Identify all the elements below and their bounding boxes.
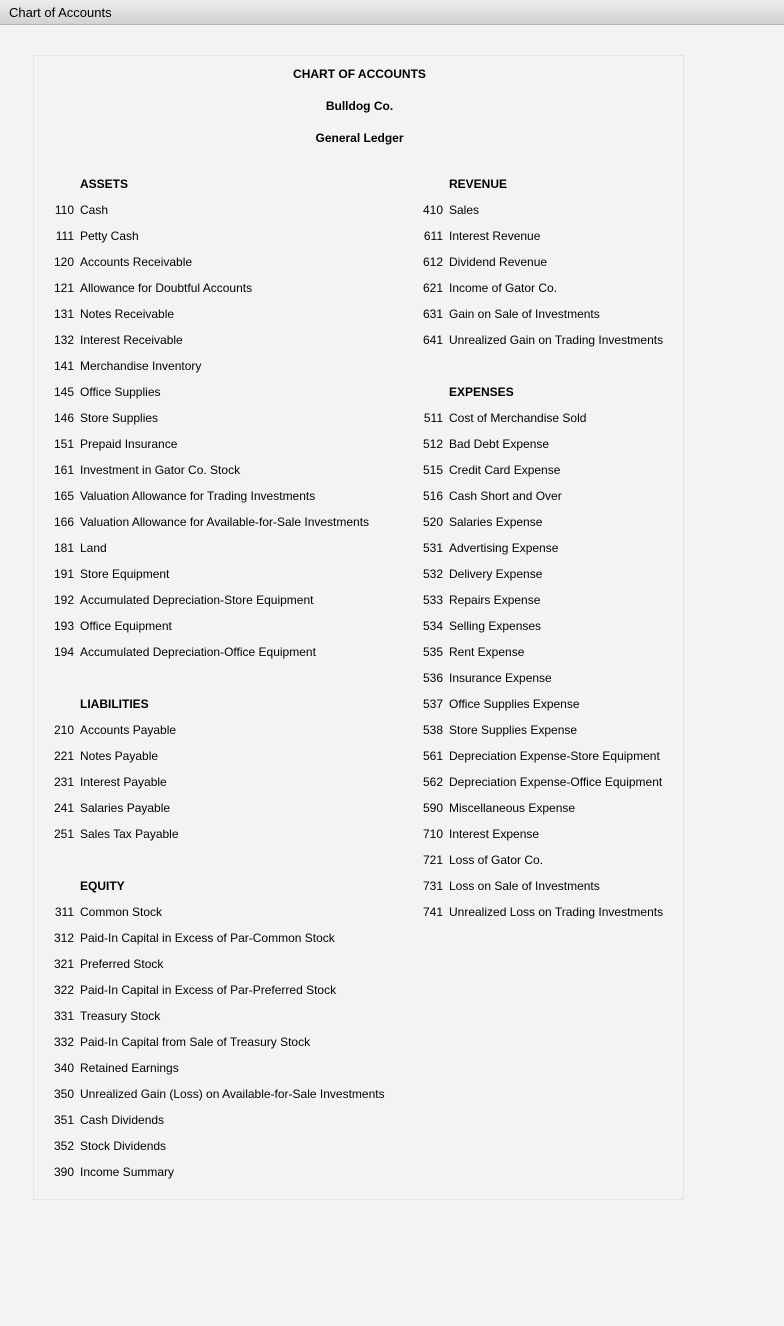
account-number: 331	[54, 1009, 75, 1023]
account-number: 641	[423, 333, 444, 347]
account-row	[423, 800, 743, 826]
account-number: 241	[54, 801, 75, 815]
section-assets	[54, 176, 374, 670]
account-name: Interest Expense	[449, 827, 540, 841]
account-name: Income Summary	[80, 1165, 175, 1179]
account-row	[423, 332, 743, 358]
account-name: Paid-In Capital in Excess of Par-Common Stock	[80, 931, 335, 945]
account-row	[54, 800, 374, 826]
account-row	[54, 1060, 374, 1086]
account-name: Depreciation Expense-Store Equipment	[449, 749, 660, 763]
account-number: 612	[423, 255, 444, 269]
account-row	[54, 436, 374, 462]
account-name: Store Equipment	[80, 567, 170, 581]
account-row	[423, 878, 743, 904]
account-number: 536	[423, 671, 444, 685]
account-name: Interest Receivable	[80, 333, 183, 347]
right-column	[423, 176, 743, 956]
account-number: 538	[423, 723, 444, 737]
account-name: Loss of Gator Co.	[449, 853, 544, 867]
account-name: Accounts Payable	[80, 723, 177, 737]
account-row	[54, 514, 374, 540]
account-row	[54, 566, 374, 592]
account-number: 332	[54, 1035, 75, 1049]
section-heading: ASSETS	[80, 177, 129, 191]
account-name: Office Equipment	[80, 619, 172, 633]
account-name: Cash	[80, 203, 109, 217]
account-number: 520	[423, 515, 444, 529]
account-name: Bad Debt Expense	[449, 437, 550, 451]
account-name: Miscellaneous Expense	[449, 801, 576, 815]
account-row	[423, 722, 743, 748]
account-number: 166	[54, 515, 75, 529]
account-name: Cash Short and Over	[449, 489, 562, 503]
account-row	[54, 202, 374, 228]
window-titlebar	[0, 0, 784, 25]
account-number: 533	[423, 593, 444, 607]
account-row	[54, 358, 374, 384]
account-number: 121	[54, 281, 75, 295]
account-name: Notes Receivable	[80, 307, 175, 321]
account-name: Paid-In Capital in Excess of Par-Preferred Stock	[80, 983, 337, 997]
account-row	[423, 670, 743, 696]
section-heading: REVENUE	[449, 177, 508, 191]
account-name: Interest Revenue	[449, 229, 541, 243]
account-name: Gain on Sale of Investments	[449, 307, 600, 321]
account-number: 194	[54, 645, 75, 659]
account-name: Sales Tax Payable	[80, 827, 179, 841]
account-name: Accumulated Depreciation-Store Equipment	[80, 593, 314, 607]
account-name: Investment in Gator Co. Stock	[80, 463, 241, 477]
account-row	[54, 306, 374, 332]
account-row	[423, 462, 743, 488]
window-title: Chart of Accounts	[9, 5, 112, 20]
account-row	[54, 254, 374, 280]
account-row	[54, 774, 374, 800]
account-name: Depreciation Expense-Office Equipment	[449, 775, 663, 789]
section-heading: EXPENSES	[449, 385, 514, 399]
account-number: 131	[54, 307, 75, 321]
account-number: 511	[423, 411, 443, 425]
account-row	[54, 904, 374, 930]
section-equity	[54, 878, 385, 1190]
account-number: 351	[54, 1113, 75, 1127]
account-name: Paid-In Capital from Sale of Treasury Stock	[80, 1035, 311, 1049]
account-name: Salaries Payable	[80, 801, 171, 815]
account-number: 110	[54, 203, 74, 217]
account-name: Unrealized Gain (Loss) on Available-for-Sale Investments	[80, 1087, 385, 1101]
account-name: Selling Expenses	[449, 619, 542, 633]
account-row	[423, 644, 743, 670]
left-column	[54, 176, 385, 1216]
account-row	[54, 956, 374, 982]
account-number: 322	[54, 983, 75, 997]
account-row	[54, 1112, 374, 1138]
account-row	[423, 228, 743, 254]
account-number: 111	[55, 229, 74, 243]
section-revenue	[423, 176, 743, 358]
account-name: Valuation Allowance for Trading Investments	[80, 489, 316, 503]
account-name: Treasury Stock	[80, 1009, 161, 1023]
account-number: 165	[54, 489, 75, 503]
account-row	[423, 852, 743, 878]
account-row	[54, 540, 374, 566]
account-number: 710	[423, 827, 444, 841]
account-number: 531	[423, 541, 444, 555]
account-number: 193	[54, 619, 75, 633]
account-row	[54, 384, 374, 410]
account-number: 516	[423, 489, 444, 503]
account-name: Rent Expense	[449, 645, 525, 659]
account-name: Salaries Expense	[449, 515, 543, 529]
account-number: 251	[54, 827, 75, 841]
account-number: 132	[54, 333, 75, 347]
account-number: 535	[423, 645, 444, 659]
account-number: 410	[423, 203, 444, 217]
account-name: Income of Gator Co.	[449, 281, 558, 295]
account-name: Office Supplies	[80, 385, 161, 399]
account-row	[54, 488, 374, 514]
account-number: 350	[54, 1087, 75, 1101]
account-row	[54, 722, 374, 748]
account-number: 611	[423, 229, 443, 243]
account-name: Dividend Revenue	[449, 255, 548, 269]
account-row	[54, 930, 374, 956]
account-name: Office Supplies Expense	[449, 697, 580, 711]
account-number: 145	[54, 385, 75, 399]
account-row	[54, 332, 374, 358]
account-number: 151	[54, 437, 75, 451]
account-number: 534	[423, 619, 444, 633]
account-row	[423, 254, 743, 280]
account-row	[423, 514, 743, 540]
account-number: 120	[54, 255, 75, 269]
account-row	[54, 748, 374, 774]
account-row	[423, 748, 743, 774]
account-number: 146	[54, 411, 75, 425]
account-number: 721	[423, 853, 444, 867]
account-number: 181	[54, 541, 75, 555]
account-name: Land	[80, 541, 107, 555]
account-number: 210	[54, 723, 75, 737]
account-name: Cost of Merchandise Sold	[449, 411, 587, 425]
account-name: Allowance for Doubtful Accounts	[80, 281, 253, 295]
account-row	[54, 592, 374, 618]
account-row	[54, 462, 374, 488]
account-number: 161	[54, 463, 75, 477]
account-number: 731	[423, 879, 444, 893]
account-row	[54, 982, 374, 1008]
account-row	[423, 436, 743, 462]
account-number: 562	[423, 775, 444, 789]
account-row	[54, 618, 374, 644]
account-row	[54, 228, 374, 254]
account-row	[54, 410, 374, 436]
document-title: CHART OF ACCOUNTS	[293, 67, 426, 81]
account-row	[423, 280, 743, 306]
account-name: Insurance Expense	[449, 671, 552, 685]
account-number: 192	[54, 593, 75, 607]
account-name: Prepaid Insurance	[80, 437, 178, 451]
account-number: 340	[54, 1061, 75, 1075]
account-name: Valuation Allowance for Available-for-Sale Investments	[80, 515, 370, 529]
account-row	[423, 566, 743, 592]
account-row	[423, 774, 743, 800]
account-name: Cash Dividends	[80, 1113, 165, 1127]
account-row	[54, 826, 374, 852]
account-number: 515	[423, 463, 444, 477]
account-name: Store Supplies	[80, 411, 159, 425]
account-name: Accumulated Depreciation-Office Equipment	[80, 645, 316, 659]
account-row	[54, 644, 374, 670]
account-row	[423, 904, 743, 930]
account-name: Credit Card Expense	[449, 463, 561, 477]
account-number: 221	[54, 749, 75, 763]
account-number: 191	[54, 567, 75, 581]
account-row	[423, 488, 743, 514]
account-number: 537	[423, 697, 444, 711]
account-number: 590	[423, 801, 444, 815]
account-number: 631	[423, 307, 444, 321]
account-number: 741	[423, 905, 444, 919]
account-name: Retained Earnings	[80, 1061, 179, 1075]
company-name: Bulldog Co.	[325, 99, 394, 113]
account-row	[423, 618, 743, 644]
account-number: 621	[423, 281, 444, 295]
account-name: Petty Cash	[80, 229, 139, 243]
account-row	[54, 1138, 374, 1164]
account-number: 321	[54, 957, 75, 971]
ledger-name: General Ledger	[315, 131, 404, 145]
account-name: Store Supplies Expense	[449, 723, 578, 737]
account-name: Stock Dividends	[80, 1139, 167, 1153]
account-number: 141	[54, 359, 75, 373]
section-heading: LIABILITIES	[80, 697, 149, 711]
account-row	[423, 592, 743, 618]
account-name: Unrealized Gain on Trading Investments	[449, 333, 664, 347]
account-number: 311	[54, 905, 74, 919]
account-number: 532	[423, 567, 444, 581]
account-number: 352	[54, 1139, 75, 1153]
account-row	[54, 1034, 374, 1060]
account-name: Loss on Sale of Investments	[449, 879, 600, 893]
account-name: Interest Payable	[80, 775, 167, 789]
account-name: Notes Payable	[80, 749, 159, 763]
account-row	[423, 306, 743, 332]
account-name: Accounts Receivable	[80, 255, 193, 269]
account-row	[423, 202, 743, 228]
account-name: Unrealized Loss on Trading Investments	[449, 905, 664, 919]
account-row	[54, 280, 374, 306]
account-name: Repairs Expense	[449, 593, 541, 607]
section-liabilities	[54, 696, 374, 852]
account-name: Delivery Expense	[449, 567, 543, 581]
account-row	[423, 696, 743, 722]
account-row	[423, 826, 743, 852]
account-row	[54, 1008, 374, 1034]
account-row	[423, 410, 743, 436]
account-name: Sales	[449, 203, 480, 217]
account-row	[423, 540, 743, 566]
account-number: 561	[423, 749, 444, 763]
account-name: Merchandise Inventory	[80, 359, 202, 373]
account-row	[54, 1164, 374, 1190]
account-name: Preferred Stock	[80, 957, 164, 971]
account-name: Common Stock	[80, 905, 163, 919]
account-number: 512	[423, 437, 444, 451]
account-number: 390	[54, 1165, 75, 1179]
section-heading: EQUITY	[80, 879, 125, 893]
account-name: Advertising Expense	[449, 541, 559, 555]
account-number: 312	[54, 931, 75, 945]
section-expenses	[423, 384, 743, 930]
account-number: 231	[54, 775, 75, 789]
account-row	[54, 1086, 385, 1112]
chart-of-accounts-sheet	[33, 55, 684, 1200]
